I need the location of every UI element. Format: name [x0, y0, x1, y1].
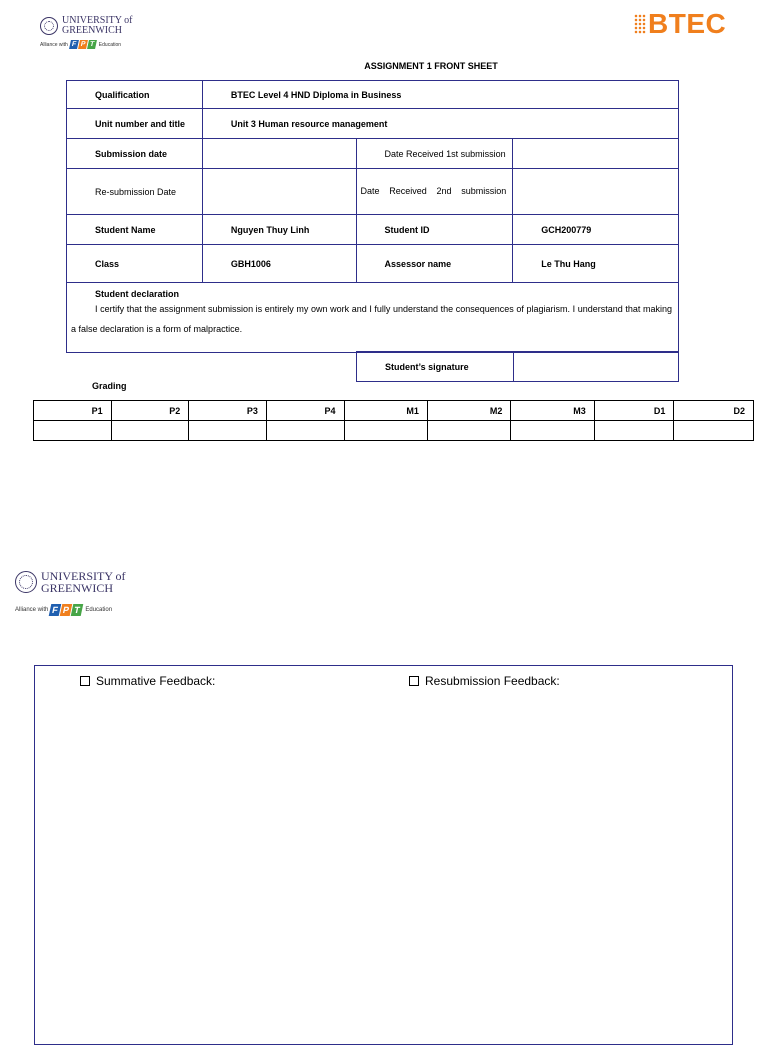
- class-value[interactable]: GBH1006: [202, 245, 356, 283]
- grade-cell-d1[interactable]: [594, 421, 674, 441]
- grade-cell-p4[interactable]: [266, 421, 344, 441]
- grade-cell-m1[interactable]: [344, 421, 427, 441]
- university-seal-icon: [15, 571, 37, 593]
- resubmission-checkbox-icon[interactable]: [409, 676, 419, 686]
- alliance-text: Alliance with: [40, 41, 68, 48]
- unit-value: Unit 3 Human resource management: [202, 109, 678, 139]
- signature-table: [356, 351, 679, 382]
- resubmission-date-field[interactable]: [202, 169, 356, 215]
- date-received-2nd-field[interactable]: [513, 169, 679, 215]
- alliance-suffix: Education: [98, 41, 122, 48]
- grade-cell-m2[interactable]: [427, 421, 510, 441]
- student-id-value[interactable]: GCH200779: [513, 215, 679, 245]
- feedback-box[interactable]: [34, 665, 733, 1045]
- university-name-secondary: UNIVERSITY of GREENWICH: [41, 569, 126, 595]
- alliance-suffix-secondary: Education: [85, 607, 113, 613]
- front-sheet-table: [66, 80, 679, 353]
- grade-cell-p2[interactable]: [111, 421, 189, 441]
- student-id-label: Student ID: [356, 215, 513, 245]
- fpt-logo: F P T: [70, 40, 97, 49]
- grade-cell-p3[interactable]: [189, 421, 267, 441]
- grade-header-p4: P4: [266, 401, 344, 421]
- summative-feedback-heading: [80, 674, 215, 688]
- alliance-text-secondary: Alliance with: [15, 607, 49, 613]
- grade-header-m2: M2: [427, 401, 510, 421]
- declaration-text: I certify that the assignment submission is entirely my own work and I fully understand the consequences of plagiarism. I understand that making a false declaration is a form of malpractice.: [71, 304, 672, 334]
- page-title: ASSIGNMENT 1 FRONT SHEET: [364, 61, 498, 71]
- qualification-label: Qualification: [67, 81, 203, 109]
- student-name-label: Student Name: [67, 215, 203, 245]
- grade-cell-m3[interactable]: [511, 421, 594, 441]
- qualification-value: BTEC Level 4 HND Diploma in Business: [202, 81, 678, 109]
- date-received-1st-label: Date Received 1st submission: [356, 139, 513, 169]
- btec-logo: [634, 8, 726, 40]
- alliance-badge: [40, 40, 152, 49]
- resubmission-feedback-heading: [409, 674, 560, 688]
- signature-field[interactable]: [513, 352, 678, 382]
- submission-date-field[interactable]: [202, 139, 356, 169]
- grade-header-d1: D1: [594, 401, 674, 421]
- student-name-value[interactable]: Nguyen Thuy Linh: [202, 215, 356, 245]
- grade-header-m3: M3: [511, 401, 594, 421]
- grade-header-p2: P2: [111, 401, 189, 421]
- university-name: UNIVERSITY of GREENWICH: [62, 15, 133, 36]
- grade-cell-p1[interactable]: [34, 421, 112, 441]
- unit-label: Unit number and title: [67, 109, 203, 139]
- grade-header-p1: P1: [34, 401, 112, 421]
- date-received-1st-field[interactable]: [513, 139, 679, 169]
- resubmission-feedback-label: Resubmission Feedback:: [425, 674, 560, 688]
- submission-date-label: Submission date: [67, 139, 203, 169]
- date-received-2nd-label: [356, 169, 513, 215]
- declaration-cell: [67, 283, 679, 353]
- date-received-2nd-text: Date Received 2nd submission: [360, 186, 507, 196]
- signature-label: Student’s signature: [357, 352, 514, 382]
- summative-checkbox-icon[interactable]: [80, 676, 90, 686]
- declaration-title: Student declaration: [95, 289, 180, 299]
- university-logo-secondary: [15, 570, 151, 616]
- grading-title: Grading: [92, 381, 127, 391]
- grading-table: [33, 400, 754, 441]
- alliance-badge-secondary: [15, 604, 151, 616]
- summative-feedback-label: Summative Feedback:: [96, 674, 216, 688]
- resubmission-date-label: Re-submission Date: [67, 169, 203, 215]
- assessor-label: Assessor name: [356, 245, 513, 283]
- university-logo: [40, 16, 152, 49]
- assessor-value[interactable]: Le Thu Hang: [513, 245, 679, 283]
- grade-header-m1: M1: [344, 401, 427, 421]
- grade-header-d2: D2: [674, 401, 754, 421]
- class-label: Class: [67, 245, 203, 283]
- university-seal-icon: [40, 17, 58, 35]
- btec-wordmark: BTEC: [648, 8, 727, 39]
- grade-header-p3: P3: [189, 401, 267, 421]
- fpt-logo: F P T: [50, 604, 83, 616]
- grade-cell-d2[interactable]: [674, 421, 754, 441]
- btec-dots-icon: [634, 14, 646, 34]
